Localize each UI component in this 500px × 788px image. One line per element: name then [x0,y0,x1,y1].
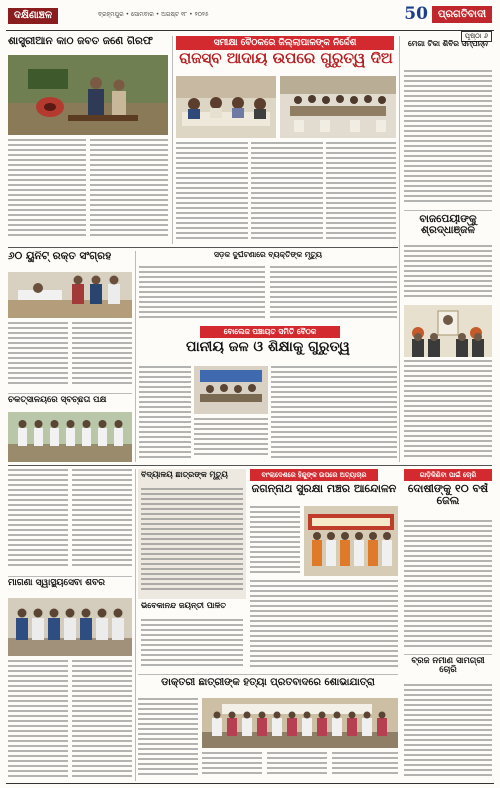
photo-panchayat-meeting [194,366,268,414]
body-doctor-col4 [332,752,398,780]
body-cleanliness-col1 [8,469,68,573]
headline-student-death: ବିଦ୍ୟାଳୟ ଛାତ୍ରଙ୍କ ମୃତ୍ୟୁ [141,471,228,479]
dateline: ବ୍ରହ୍ମପୁର • ସୋମବାର • ଅଗଷ୍ଟ ୧୮ • ୨୦୨୫ [98,11,209,18]
divider [404,210,492,211]
lead-kicker: ସମୀକ୍ଷା ବୈଠକରେ ଜିଲ୍ଲାପାଳଙ୍କ ନିର୍ଦ୍ଦେଶ [176,36,394,50]
body-vivekananda [141,619,243,671]
headline-timber: ଶାସ୍ତ୍ରୀଆନ କାଠ ଜବତ ଜଣେ ଗିରଫ [8,36,153,47]
column-rule-right [399,36,400,462]
headline-doctor-protest: ଡାକ୍ତରୀ ଛାତ୍ରୀଙ୍କ ହତ୍ୟା ପ୍ରତିବାଦରେ ଶୋଭାଯାତ୍ରା [161,678,375,688]
divider [8,576,132,577]
newspaper-logo [404,2,492,26]
photo-tribute [404,305,492,357]
body-water-col1 [139,366,191,462]
body-doctor-col3 [267,752,327,780]
section-title: ଦକ୍ଷିଣାଞ୍ଚଳ [8,8,58,24]
body-water-col2 [194,418,268,462]
photo-doctor-protest-march [202,698,398,748]
headline-cleanliness: ଚିକିତ୍ସାଳୟରେ ସ୍ବଚ୍ଛତା ପକ୍ଷ [8,396,107,405]
headline-theft-sentence: ଦୋଷୀଙ୍କୁ ୧୦ ବର୍ଷ ଜେଲ [407,483,489,507]
body-doctor-col2 [202,752,262,780]
masthead [0,0,500,30]
headline-water-education: ପାନୀୟ ଜଳ ଓ ଶିକ୍ଷାକୁ ଗୁରୁତ୍ୱ [185,340,351,355]
body-doctor-col1 [138,698,198,780]
jagannath-kicker: ବାଂଲାଦେଶରେ ହିନ୍ଦୁଙ୍କ ଉପରେ ଅତ୍ୟାଚାର [250,469,378,481]
body-timber-col1 [8,139,86,243]
body-lead-col3 [326,142,396,244]
column-rule [135,469,136,781]
column-rule [135,251,136,462]
bottom-rule [6,783,494,784]
headline-blood-donation: ୬୦ ୟୁନିଟ୍ ରକ୍ତ ସଂଗ୍ରହ [8,251,112,262]
divider [404,654,492,655]
water-kicker: ବୋଲେଜ ପଞ୍ଚାୟତ ସମିତି ବୈଠକ [200,326,340,338]
anniversary-mark: 50 [404,3,428,24]
body-water-col3 [271,366,397,462]
body-health-col1 [8,660,68,780]
headline-bridge-theft: ବ୍ରିଜ ନିର୍ମାଣ ସାମଗ୍ରୀ ଚୋରି [411,657,485,675]
photo-cleanliness-drive [8,412,132,462]
photo-blood-donation [8,272,132,318]
section-divider [8,247,398,248]
body-cleanliness-col2 [72,469,132,573]
page-number: ପୃଷ୍ଠା ୬ [461,31,492,42]
divider [8,393,132,394]
headline-jagannath: ଜଗନ୍ନାଥ ସୁରକ୍ଷା ମଞ୍ଚର ଆନ୍ଦୋଳନ [251,483,397,495]
headline-vivekananda: ଭିବେକାନନ୍ଦ ଜୟନ୍ତୀ ପାଳିତ [141,602,226,610]
photo-meeting-hall [280,76,396,138]
masthead-rule [6,30,494,31]
newspaper-name: ପ୍ରଗତିବାଦୀ [432,6,492,23]
headline-vaccination: ମେଗା ଟିକା ଶିବିର ସମ୍ପନ୍ନ [408,40,488,48]
photo-health-camp [8,598,132,656]
body-lead-col2 [251,142,323,244]
body-tribute-top [404,245,492,303]
body-blood-col2 [72,322,132,390]
body-jagannath-bottom [250,580,398,670]
headline-tribute: ବାଜପେୟୀଙ୍କୁ ଶ୍ରଦ୍ଧାଞ୍ଜଳି [419,214,477,237]
photo-jagannath-protest [304,506,398,576]
body-bridge-theft [404,684,492,780]
body-accident-col2 [270,266,397,322]
body-timber-col2 [90,139,168,243]
headline-accident: ସଡ଼କ ଦୁର୍ଘଟଣାରେ ବ୍ୟକ୍ତିଙ୍କ ମୃତ୍ୟୁ [214,251,322,259]
photo-timber-seizure [8,55,168,135]
body-vaccination [404,70,492,208]
body-lead-col1 [176,142,248,244]
photo-review-meeting [176,76,276,138]
divider [138,674,398,675]
body-jagannath-col1 [250,506,300,576]
body-health-col2 [72,660,132,780]
section-divider [8,465,492,466]
body-blood-col1 [8,322,68,390]
body-accident-col1 [139,266,265,322]
column-rule [172,36,173,244]
body-theft-sentence [404,520,492,652]
lead-headline: ରାଜସ୍ବ ଆଦାୟ ଉପରେ ଗୁରୁତ୍ୱ ଦିଅ [179,51,393,67]
headline-health-camp: ମାଗଣା ସ୍ୱାସ୍ଥ୍ୟସେବା ଶିବିର [8,579,105,588]
theft-kicker: ଗାଡ଼ିକିଣିବା ପାଇଁ ଚୋରି [404,469,492,481]
body-tribute-bottom [404,360,492,460]
body-student-death [141,488,243,596]
